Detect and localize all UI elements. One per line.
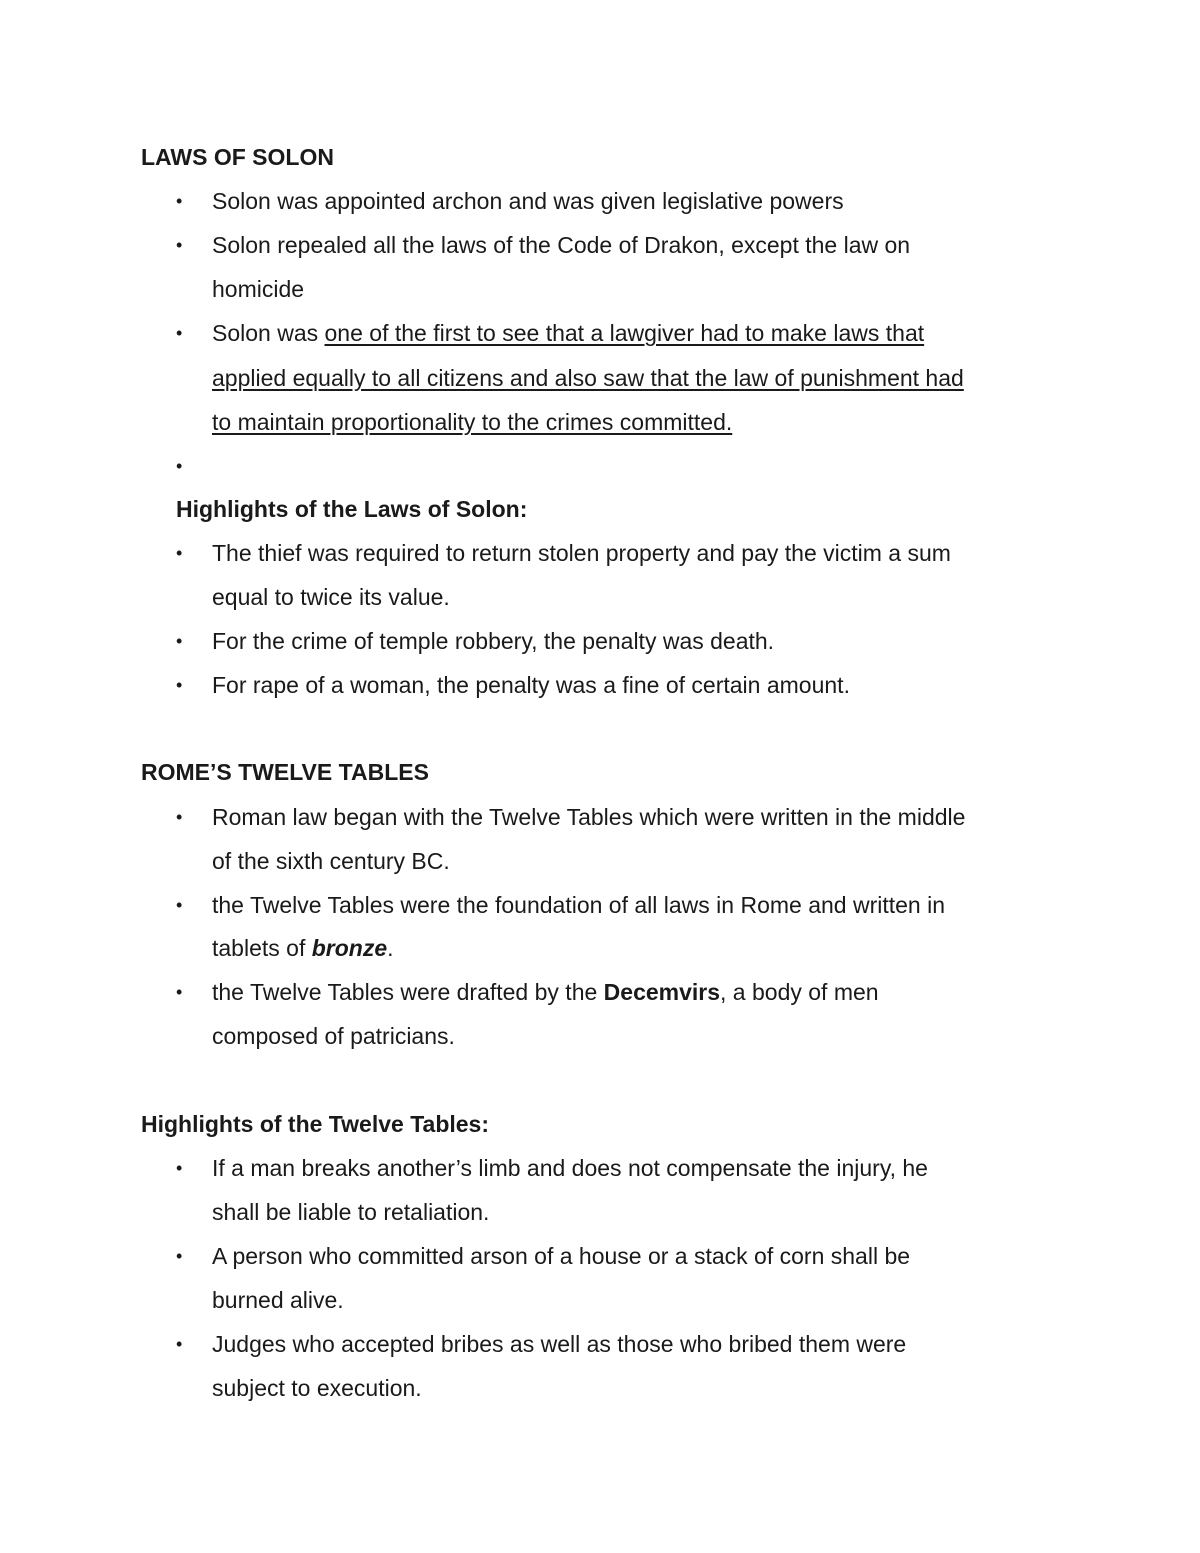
empty-bullet: •: [176, 456, 183, 476]
item-text: .: [387, 935, 394, 961]
emphasis-text: bronze: [311, 935, 388, 961]
list-item-continuation: shall be liable to retaliation.: [212, 1199, 490, 1225]
list-item: Solon was appointed archon and was given legislative powers: [212, 188, 844, 214]
list-item: [212, 970, 1082, 1014]
list-item: For the crime of temple robbery, the penalty was death.: [212, 628, 775, 654]
list-item-continuation: subject to execution.: [212, 1375, 422, 1401]
bullet: •: [176, 1334, 183, 1354]
item-text: tablets of: [212, 935, 312, 961]
bold-text: Decemvirs: [603, 979, 721, 1005]
list-item-continuation: of the sixth century BC.: [212, 848, 450, 874]
list-item-continuation: composed of patricians.: [212, 1023, 455, 1049]
list-item: A person who committed arson of a house or a stack of corn shall be: [212, 1243, 911, 1269]
list-item-continuation: homicide: [212, 276, 305, 302]
bullet: •: [176, 235, 183, 255]
list-item-continuation: burned alive.: [212, 1287, 344, 1313]
subheading-highlights-twelve-tables: Highlights of the Twelve Tables:: [141, 1111, 490, 1137]
list-item-continuation: [212, 926, 1082, 970]
bullet: •: [176, 895, 183, 915]
list-item: For rape of a woman, the penalty was a fine of certain amount.: [212, 672, 850, 698]
underlined-text: to maintain proportionality to the crimes committed.: [212, 409, 733, 435]
list-item: Judges who accepted bribes as well as those who bribed them were: [212, 1331, 907, 1357]
bullet: •: [176, 191, 183, 211]
bullet: •: [176, 1246, 183, 1266]
list-item: [212, 311, 1082, 355]
list-item-continuation: [212, 356, 1082, 400]
item-text: , a body of men: [720, 979, 879, 1005]
list-item: If a man breaks another’s limb and does not compensate the injury, he: [212, 1155, 928, 1181]
list-item: The thief was required to return stolen property and pay the victim a sum: [212, 540, 951, 566]
bullet: •: [176, 807, 183, 827]
bullet: •: [176, 675, 183, 695]
list-item-continuation: [212, 400, 1082, 444]
section-heading-romes-twelve-tables: ROME’S TWELVE TABLES: [141, 759, 429, 785]
list-item: Solon repealed all the laws of the Code of Drakon, except the law on: [212, 232, 911, 258]
list-item: the Twelve Tables were the foundation of all laws in Rome and written in: [212, 892, 946, 918]
underlined-text: applied equally to all citizens and also saw that the law of punishment had: [212, 365, 964, 391]
item-text: Solon was: [212, 320, 325, 346]
list-item-continuation: equal to twice its value.: [212, 584, 450, 610]
list-item: Roman law began with the Twelve Tables which were written in the middle: [212, 804, 966, 830]
subheading-highlights-solon: Highlights of the Laws of Solon:: [176, 496, 528, 522]
bullet: •: [176, 631, 183, 651]
item-text: the Twelve Tables were drafted by the: [212, 979, 604, 1005]
bullet: •: [176, 982, 183, 1002]
bullet: •: [176, 543, 183, 563]
underlined-text: one of the first to see that a lawgiver had to make laws that: [324, 320, 925, 346]
bullet: •: [176, 323, 183, 343]
section-heading-laws-of-solon: LAWS OF SOLON: [141, 144, 334, 170]
bullet: •: [176, 1158, 183, 1178]
